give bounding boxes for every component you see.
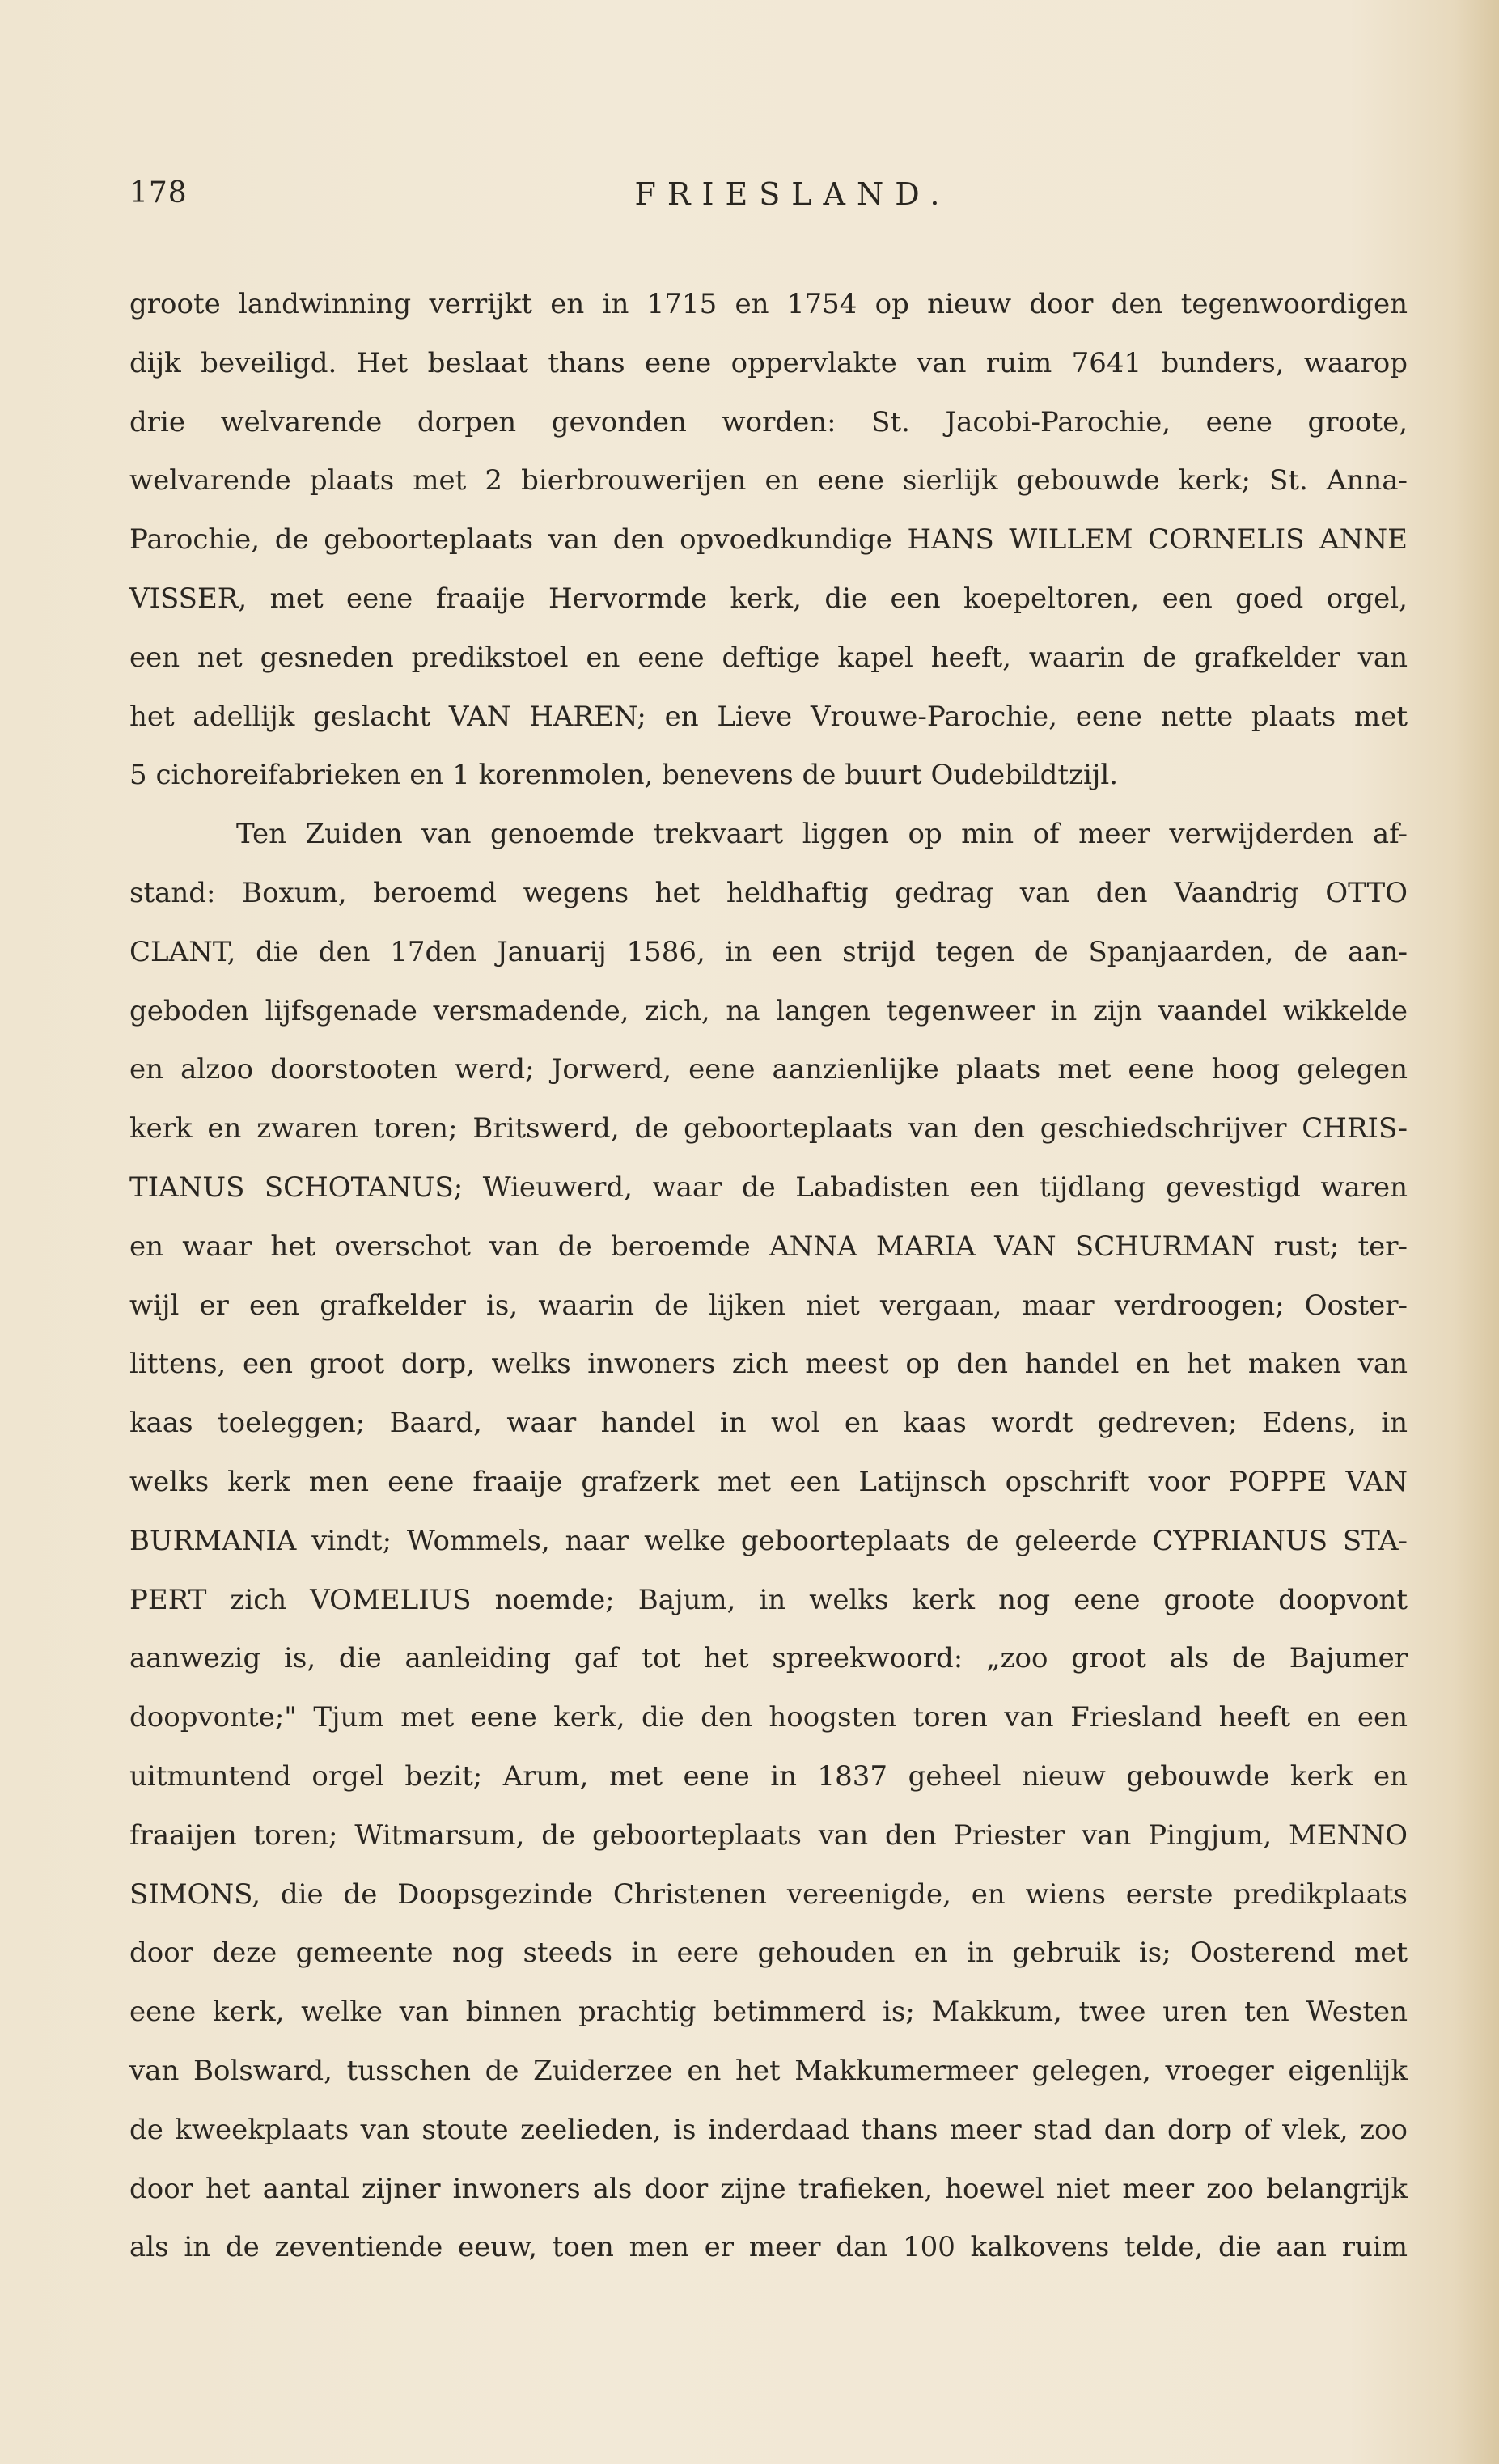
text-line: VISSER, met eene fraaije Hervormde kerk, die een koepeltoren, een goed orgel, bbox=[129, 582, 1408, 615]
page-number: 178 bbox=[129, 176, 188, 210]
text-line: wijl er een grafkelder is, waarin de lijken niet vergaan, maar verdroogen; Ooster- bbox=[129, 1289, 1408, 1322]
text-line: dijk beveiligd. Het beslaat thans eene oppervlakte van ruim 7641 bunders, waarop bbox=[129, 346, 1408, 379]
text-line: welvarende plaats met 2 bierbrouwerijen en eene sierlijk gebouwde kerk; St. Anna- bbox=[129, 464, 1408, 497]
text-line: Ten Zuiden van genoemde trekvaart liggen op min of meer verwijderden af- bbox=[236, 818, 1408, 851]
text-line: littens, een groot dorp, welks inwoners zich meest op den handel en het maken van bbox=[129, 1348, 1408, 1381]
text-line: geboden lijfsgenade versmadende, zich, na langen tegenweer in zijn vaandel wikkelde bbox=[129, 994, 1408, 1027]
text-line: fraaijen toren; Witmarsum, de geboorteplaats van den Priester van Pingjum, MENNO bbox=[129, 1818, 1408, 1852]
text-line: van Bolsward, tusschen de Zuiderzee en het Makkumermeer gelegen, vroeger eigenlijk bbox=[129, 2054, 1408, 2087]
text-line: stand: Boxum, beroemd wegens het heldhaftig gedrag van den Vaandrig OTTO bbox=[129, 876, 1408, 909]
text-line: TIANUS SCHOTANUS; Wieuwerd, waar de Labadisten een tijdlang gevestigd waren bbox=[129, 1171, 1408, 1204]
text-line: CLANT, die den 17den Januarij 1586, in een strijd tegen de Spanjaarden, de aan- bbox=[129, 935, 1408, 968]
text-line: uitmuntend orgel bezit; Arum, met eene in 1837 geheel nieuw gebouwde kerk en bbox=[129, 1759, 1408, 1793]
text-line: door het aantal zijner inwoners als door zijne trafieken, hoewel niet meer zoo belangrijk bbox=[129, 2172, 1408, 2205]
text-line: doopvonte;" Tjum met eene kerk, die den hoogsten toren van Friesland heeft en een bbox=[129, 1701, 1408, 1734]
text-line: welks kerk men eene fraaije grafzerk met een Latijnsch opschrift voor POPPE VAN bbox=[129, 1465, 1408, 1498]
running-title: FRIESLAND. bbox=[634, 176, 951, 212]
text-line: een net gesneden predikstoel en eene deftige kapel heeft, waarin de grafkelder van bbox=[129, 641, 1408, 674]
text-line: PERT zich VOMELIUS noemde; Bajum, in welks kerk nog eene groote doopvont bbox=[129, 1583, 1408, 1616]
text-line: aanwezig is, die aanleiding gaf tot het spreekwoord: „zoo groot als de Bajumer bbox=[129, 1642, 1408, 1675]
text-line: en alzoo doorstooten werd; Jorwerd, eene aanzienlijke plaats met eene hoog gelegen bbox=[129, 1053, 1408, 1086]
text-line: de kweekplaats van stoute zeelieden, is inderdaad thans meer stad dan dorp of vlek, zoo bbox=[129, 2113, 1408, 2146]
text-line: groote landwinning verrijkt en in 1715 en 1754 op nieuw door den tegenwoordigen bbox=[129, 288, 1408, 320]
text-line: drie welvarende dorpen gevonden worden: St. Jacobi-Parochie, eene groote, bbox=[129, 405, 1408, 438]
page-header bbox=[129, 176, 1408, 225]
text-line: door deze gemeente nog steeds in eere gehouden en in gebruik is; Oosterend met bbox=[129, 1937, 1408, 1970]
text-line: als in de zeventiende eeuw, toen men er meer dan 100 kalkovens telde, die aan ruim bbox=[129, 2231, 1408, 2264]
text-line: kerk en zwaren toren; Britswerd, de geboorteplaats van den geschiedschrijver CHRIS- bbox=[129, 1112, 1408, 1145]
text-line: Parochie, de geboorteplaats van den opvoedkundige HANS WILLEM CORNELIS ANNE bbox=[129, 523, 1408, 557]
text-line: 5 cichoreifabrieken en 1 korenmolen, benevens de buurt Oudebildtzijl. bbox=[129, 759, 1119, 792]
text-line: het adellijk geslacht VAN HAREN; en Lieve Vrouwe-Parochie, eene nette plaats met bbox=[129, 700, 1408, 733]
text-line: eene kerk, welke van binnen prachtig betimmerd is; Makkum, twee uren ten Westen bbox=[129, 1996, 1408, 2029]
body-text bbox=[129, 275, 1408, 2277]
text-line: SIMONS, die de Doopsgezinde Christenen vereenigde, en wiens eerste predikplaats bbox=[129, 1878, 1408, 1911]
text-line: en waar het overschot van de beroemde ANNA MARIA VAN SCHURMAN rust; ter- bbox=[129, 1230, 1408, 1263]
text-line: BURMANIA vindt; Wommels, naar welke geboorteplaats de geleerde CYPRIANUS STA- bbox=[129, 1524, 1408, 1557]
text-line: kaas toeleggen; Baard, waar handel in wol en kaas wordt gedreven; Edens, in bbox=[129, 1407, 1408, 1440]
